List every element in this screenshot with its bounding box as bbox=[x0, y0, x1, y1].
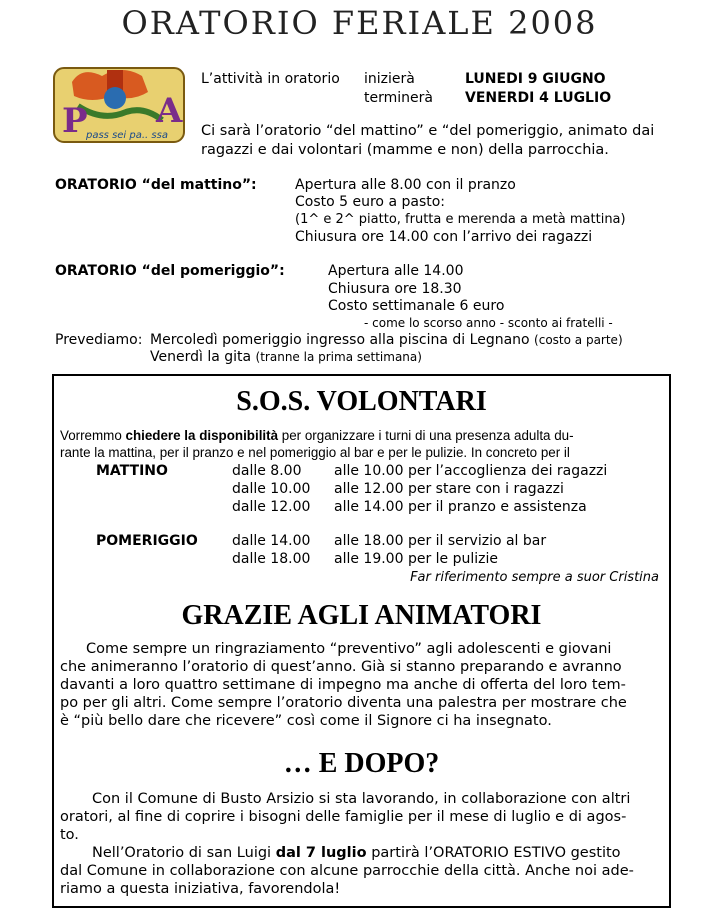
dopo-line: to. bbox=[60, 827, 79, 843]
intro-start-date: LUNEDI 9 GIUGNO bbox=[465, 71, 606, 87]
prevediamo-line-1: Mercoledì pomeriggio ingresso alla piscina di Legnano (costo a parte) bbox=[150, 332, 623, 348]
sos-time-from: dalle 14.00 bbox=[232, 533, 311, 549]
sos-intro-line-2: rante la mattina, per il pranzo e nel pomeriggio al bar e per le pulizie. In concreto per il bbox=[60, 445, 570, 460]
grazie-line: è “più bello dare che ricevere” così come il Signore ci ha insegnato. bbox=[60, 713, 552, 729]
intro-line-1: Ci sarà l’oratorio “del mattino” e “del pomeriggio, animato dai bbox=[201, 123, 655, 139]
sos-time-desc: alle 19.00 per le pulizie bbox=[334, 551, 499, 567]
intro-activity: L’attività in oratorio bbox=[201, 71, 340, 87]
grazie-line: Come sempre un ringraziamento “preventivo” agli adolescenti e giovani bbox=[86, 641, 612, 657]
mattino-line: (1^ e 2^ piatto, frutta e merenda a metà mattina) bbox=[295, 212, 626, 227]
sos-mattino-label: MATTINO bbox=[96, 463, 168, 479]
intro-line-2: ragazzi e dai volontari (mamme e non) della parrocchia. bbox=[201, 142, 609, 158]
oratorio-logo-icon bbox=[52, 62, 186, 148]
prevediamo-label: Prevediamo: bbox=[55, 332, 143, 348]
pomeriggio-note: - come lo scorso anno - sconto ai fratelli - bbox=[364, 316, 613, 330]
sos-time-from: dalle 18.00 bbox=[232, 551, 311, 567]
dopo-heading: … E DOPO? bbox=[283, 748, 440, 779]
pomeriggio-line: Apertura alle 14.00 bbox=[328, 263, 464, 279]
intro-end-date: VENERDI 4 LUGLIO bbox=[465, 90, 612, 106]
grazie-line: davanti a loro quattro settimane di impegno ma anche di offerta del loro tem- bbox=[60, 677, 626, 693]
pomeriggio-label: ORATORIO “del pomeriggio”: bbox=[55, 263, 285, 279]
prevediamo-line-2: Venerdì la gita (tranne la prima settimana) bbox=[150, 349, 422, 365]
dopo-line: oratori, al fine di coprire i bisogni delle famiglie per il mese di luglio e di agos- bbox=[60, 809, 627, 825]
page-title: ORATORIO FERIALE 2008 bbox=[121, 4, 598, 42]
sos-time-from: dalle 10.00 bbox=[232, 481, 311, 497]
sos-intro-line-1: Vorremmo chiedere la disponibilità per organizzare i turni di una presenza adulta du- bbox=[60, 428, 574, 443]
grazie-heading: GRAZIE AGLI ANIMATORI bbox=[181, 600, 542, 631]
pomeriggio-line: Chiusura ore 18.30 bbox=[328, 281, 462, 297]
sos-time-from: dalle 12.00 bbox=[232, 499, 311, 515]
svg-text:P: P bbox=[62, 101, 88, 141]
sos-time-desc: alle 14.00 per il pranzo e assistenza bbox=[334, 499, 587, 515]
svg-text:pass sei pa.. ssa: pass sei pa.. ssa bbox=[86, 130, 168, 141]
dopo-line: Con il Comune di Busto Arsizio si sta lavorando, in collaborazione con altri bbox=[92, 791, 631, 807]
mattino-line: Apertura alle 8.00 con il pranzo bbox=[295, 177, 516, 193]
prevediamo-line-1-note: (costo a parte) bbox=[534, 333, 623, 347]
grazie-line: che animeranno l’oratorio di quest’anno. Già si stanno preparando e avranno bbox=[60, 659, 622, 675]
grazie-line: po per gli altri. Come sempre l’oratorio diventa una palestra per mostrare che bbox=[60, 695, 627, 711]
sos-heading: S.O.S. VOLONTARI bbox=[236, 386, 487, 417]
sos-pomeriggio-label: POMERIGGIO bbox=[96, 533, 198, 549]
sos-time-desc: alle 18.00 per il servizio al bar bbox=[334, 533, 547, 549]
mattino-line: Costo 5 euro a pasto: bbox=[295, 194, 446, 210]
sos-time-from: dalle 8.00 bbox=[232, 463, 302, 479]
prevediamo-line-2-note: (tranne la prima settimana) bbox=[255, 350, 422, 364]
mattino-label: ORATORIO “del mattino”: bbox=[55, 177, 257, 193]
mattino-line: Chiusura ore 14.00 con l’arrivo dei ragazzi bbox=[295, 229, 593, 245]
dopo-line: dal Comune in collaborazione con alcune parrocchie della città. Anche noi ade- bbox=[60, 863, 634, 879]
intro-end-verb: terminerà bbox=[364, 90, 433, 106]
svg-text:A: A bbox=[156, 91, 183, 131]
sos-time-desc: alle 12.00 per stare con i ragazzi bbox=[334, 481, 564, 497]
intro-start-verb: inizierà bbox=[364, 71, 415, 87]
pomeriggio-line: Costo settimanale 6 euro bbox=[328, 298, 505, 314]
sos-footer: Far riferimento sempre a suor Cristina bbox=[410, 570, 659, 585]
dopo-line: riamo a questa iniziativa, favorendola! bbox=[60, 881, 341, 897]
sos-time-desc: alle 10.00 per l’accoglienza dei ragazzi bbox=[334, 463, 608, 479]
dopo-line: Nell’Oratorio di san Luigi dal 7 luglio partirà l’ORATORIO ESTIVO gestito bbox=[92, 845, 621, 861]
